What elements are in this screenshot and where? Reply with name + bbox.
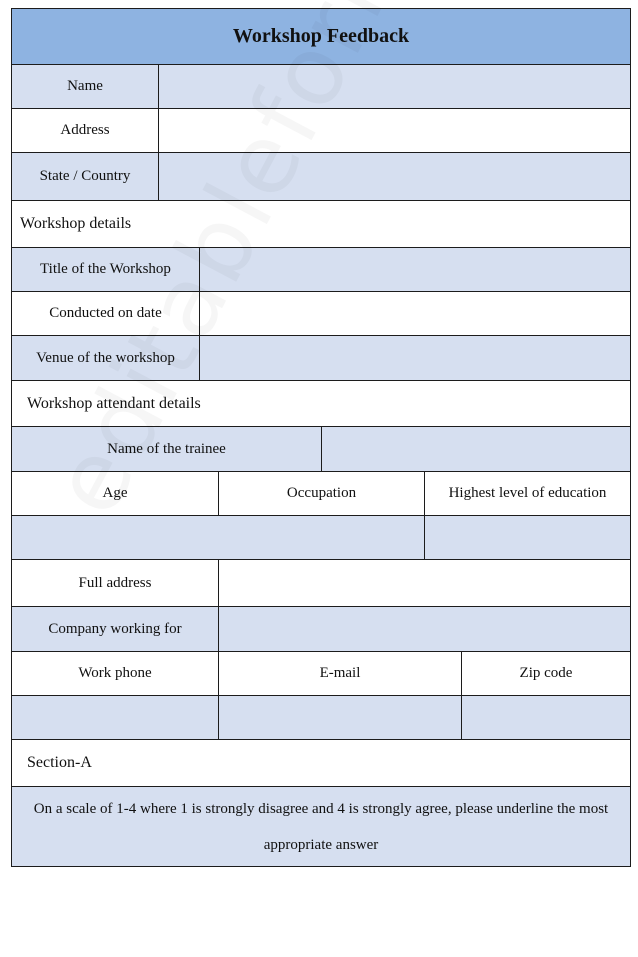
form-title: Workshop Feedback: [232, 25, 410, 47]
section-a-heading-row: [12, 740, 630, 787]
zip-code-label: Zip code: [519, 665, 573, 681]
venue-label: Venue of the workshop: [12, 336, 200, 380]
education-label: Highest level of education: [448, 485, 607, 501]
age-occupation-education-labels-row: [12, 472, 630, 516]
workshop-feedback-form: [11, 8, 631, 867]
attendant-details-heading: Workshop attendant details: [27, 394, 201, 412]
address-label: Address: [12, 109, 159, 152]
company-row: [12, 607, 630, 652]
form-header: [12, 9, 630, 65]
contact-labels-row: [12, 652, 630, 696]
full-address-field[interactable]: [219, 560, 630, 606]
trainee-name-row: [12, 427, 630, 472]
email-field[interactable]: [219, 696, 462, 739]
conducted-date-field[interactable]: [200, 292, 630, 335]
work-phone-field[interactable]: [12, 696, 219, 739]
name-label: Name: [12, 65, 159, 108]
attendant-details-heading-row: [12, 381, 630, 427]
state-country-label: State / Country: [12, 153, 159, 200]
age-occupation-education-fields-row: [12, 516, 630, 560]
education-field[interactable]: [425, 516, 630, 559]
occupation-label: Occupation: [219, 472, 425, 515]
full-address-row: [12, 560, 630, 607]
workshop-title-label: Title of the Workshop: [12, 248, 200, 291]
state-country-row: [12, 153, 630, 201]
address-field[interactable]: [159, 109, 630, 152]
workshop-title-field[interactable]: [200, 248, 630, 291]
venue-row: [12, 336, 630, 381]
conducted-date-row: [12, 292, 630, 336]
contact-fields-row: [12, 696, 630, 740]
section-a-instruction: On a scale of 1-4 where 1 is strongly disagree and 4 is strongly agree, please underline the most appropriate answer: [33, 800, 609, 853]
state-country-field[interactable]: [159, 153, 630, 200]
workshop-title-row: [12, 248, 630, 292]
trainee-name-field[interactable]: [322, 427, 630, 471]
section-a-instruction-row: [12, 787, 630, 866]
full-address-label: Full address: [12, 560, 219, 606]
zip-code-field[interactable]: [462, 696, 630, 739]
section-a-heading: Section-A: [27, 754, 92, 771]
name-field[interactable]: [159, 65, 630, 108]
workshop-details-heading-row: [12, 201, 630, 248]
age-occupation-field[interactable]: [12, 516, 425, 559]
work-phone-label: Work phone: [12, 652, 219, 695]
conducted-date-label: Conducted on date: [12, 292, 200, 335]
company-label: Company working for: [12, 607, 219, 651]
venue-field[interactable]: [200, 336, 630, 380]
trainee-name-label: Name of the trainee: [12, 427, 322, 471]
email-label: E-mail: [219, 652, 462, 695]
name-row: [12, 65, 630, 109]
workshop-details-heading: Workshop details: [20, 215, 132, 232]
address-row: [12, 109, 630, 153]
age-label: Age: [12, 472, 219, 515]
company-field[interactable]: [219, 607, 630, 651]
